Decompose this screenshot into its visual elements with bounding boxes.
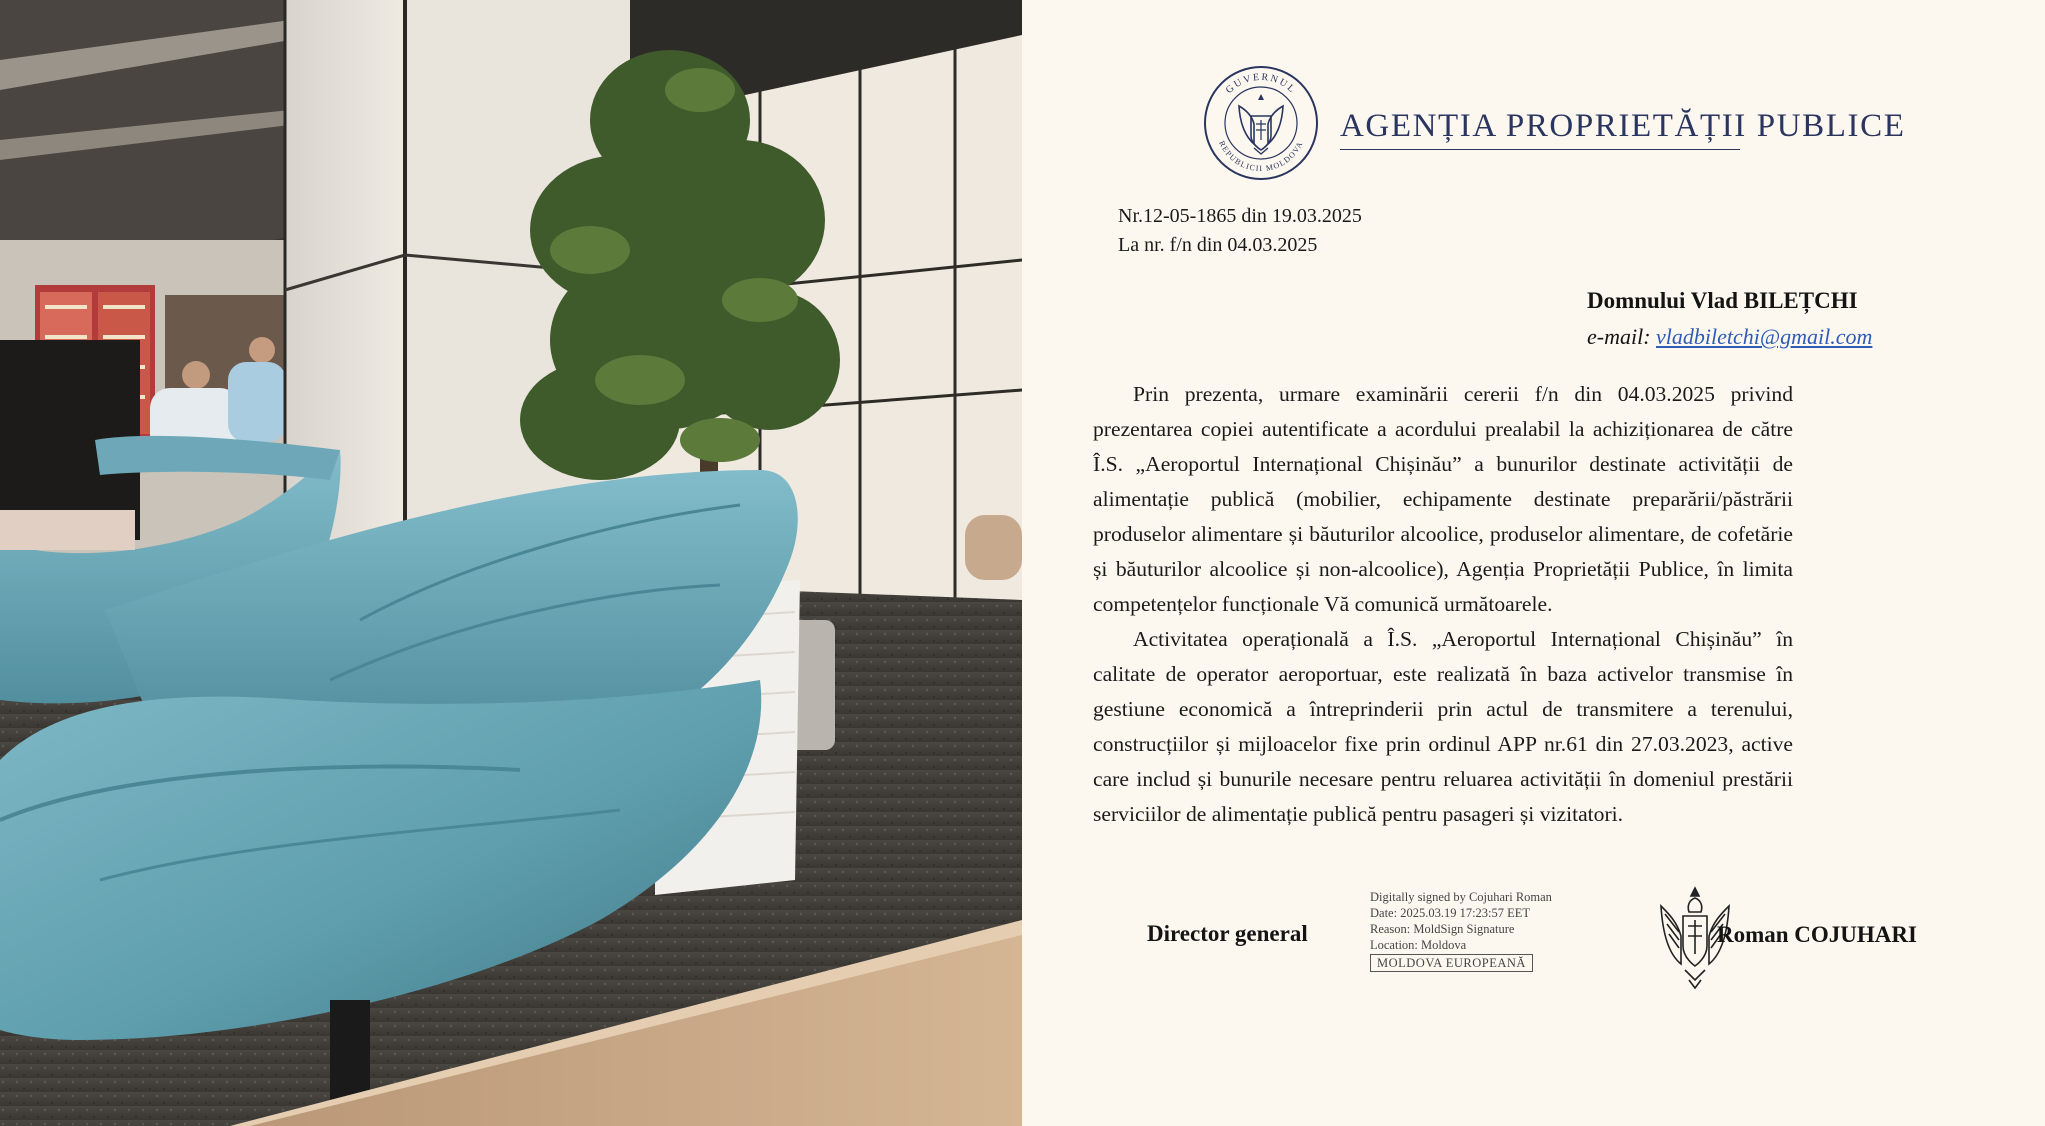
digital-signature [1370,889,1552,972]
lounge-photo [0,0,1022,1126]
svg-text:GUVERNUL [1224,72,1298,96]
signature-line-1: Digitally signed by Cojuhari Roman [1370,890,1552,904]
signature-line-2: Date: 2025.03.19 17:23:57 EET [1370,906,1531,920]
email-line [1587,324,1872,350]
header-divider [1340,149,1740,150]
email-link[interactable]: vladbiletchi@gmail.com [1656,324,1873,349]
signature-stamp: MOLDOVA EUROPEANĂ [1370,954,1533,972]
seal-top-text: GUVERNUL [1223,71,1299,96]
body-paragraph-1 [1093,377,1793,622]
director-title: Director general [1147,921,1308,946]
svg-text:REPUBLICII MOLDOVA [1217,139,1305,173]
reference-number: Nr.12-05-1865 din 19.03.2025 [1118,205,1362,227]
signature-line-4: Location: Moldova [1370,938,1467,952]
government-seal-icon [1202,64,1320,187]
paragraph-1-text: Prin prezenta, urmare examinării cererii f/n din 04.03.2025 privind prezentarea copiei autentificate a acordului prealabil la achiziționarea de către Î.S. „Aeroportul Internațional Chișinău” a bunurilor destinate activității de alimentație publică (mobilier, echipamente destinate preparării/păstrării produselor alimentare și băuturilor alcoolice, produselor alimentare, de cofetărie și băuturilor alcoolice și non-alcoolice), Agenția Proprietății Publice, în limita competențelor funcționale Vă comunică următoarele. [1093,382,1793,616]
seal-bottom-text: REPUBLICII MOLDOVA [1217,139,1305,174]
signer-name: Roman COJUHARI [1717,922,1917,947]
addressee: Domnului Vlad BILEȚCHI [1587,288,1858,313]
signature-line-3: Reason: MoldSign Signature [1370,922,1515,936]
agency-name: AGENȚIA PROPRIETĂȚII PUBLICE [1340,108,1906,144]
paragraph-2-text: Activitatea operațională a Î.S. „Aeroportul Internațional Chișinău” în calitate de operator aeroportuar, este realizată în baza activelor transmise în gestiune economică a întreprinderii prin actul de transmitere a terenului, construcțiilor și mijloacelor fixe prin ordinul APP nr.61 din 27.03.2023, active care includ și bunurile necesare pentru reluarea activității în domeniul prestării serviciilor de alimentație publică pentru pasageri și vizitatori. [1093,627,1793,826]
reply-reference: La nr. f/n din 04.03.2025 [1118,234,1318,256]
body-paragraph-2 [1093,622,1793,832]
email-label: e-mail: [1587,324,1651,349]
official-letter [1022,0,2045,1126]
